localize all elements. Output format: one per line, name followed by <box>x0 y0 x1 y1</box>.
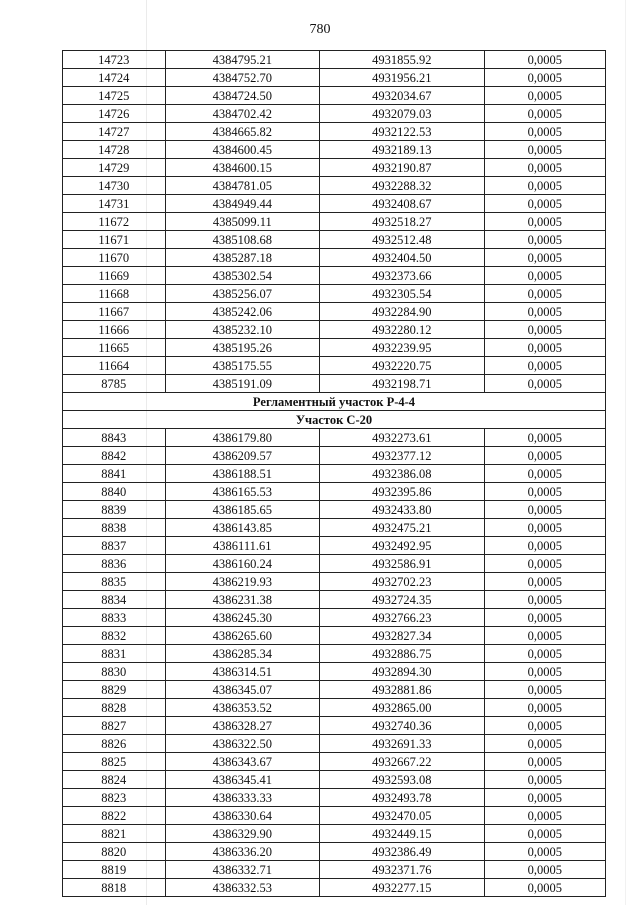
accuracy-cell: 0,0005 <box>484 105 605 123</box>
y-coordinate-cell: 4932305.54 <box>319 285 484 303</box>
accuracy-cell: 0,0005 <box>484 231 605 249</box>
x-coordinate-cell: 4385256.07 <box>165 285 319 303</box>
point-number-cell: 14726 <box>63 105 166 123</box>
y-coordinate-cell: 4932288.32 <box>319 177 484 195</box>
accuracy-cell: 0,0005 <box>484 51 605 69</box>
point-number-cell: 8827 <box>63 717 166 735</box>
table-row <box>63 735 606 753</box>
accuracy-cell: 0,0005 <box>484 627 605 645</box>
y-coordinate-cell: 4932122.53 <box>319 123 484 141</box>
x-coordinate-cell: 4386322.50 <box>165 735 319 753</box>
table-row <box>63 699 606 717</box>
accuracy-cell: 0,0005 <box>484 123 605 141</box>
accuracy-cell: 0,0005 <box>484 861 605 879</box>
table-row <box>63 195 606 213</box>
table-row <box>63 69 606 87</box>
x-coordinate-cell: 4386219.93 <box>165 573 319 591</box>
y-coordinate-cell: 4932433.80 <box>319 501 484 519</box>
point-number-cell: 8825 <box>63 753 166 771</box>
accuracy-cell: 0,0005 <box>484 213 605 231</box>
point-number-cell: 14723 <box>63 51 166 69</box>
y-coordinate-cell: 4932586.91 <box>319 555 484 573</box>
y-coordinate-cell: 4932493.78 <box>319 789 484 807</box>
x-coordinate-cell: 4386143.85 <box>165 519 319 537</box>
y-coordinate-cell: 4932386.49 <box>319 843 484 861</box>
point-number-cell: 8839 <box>63 501 166 519</box>
point-number-cell: 8821 <box>63 825 166 843</box>
point-number-cell: 14725 <box>63 87 166 105</box>
x-coordinate-cell: 4386332.71 <box>165 861 319 879</box>
x-coordinate-cell: 4386330.64 <box>165 807 319 825</box>
accuracy-cell: 0,0005 <box>484 321 605 339</box>
table-row <box>63 537 606 555</box>
accuracy-cell: 0,0005 <box>484 843 605 861</box>
table-row <box>63 267 606 285</box>
y-coordinate-cell: 4932277.15 <box>319 879 484 897</box>
x-coordinate-cell: 4386314.51 <box>165 663 319 681</box>
table-row <box>63 465 606 483</box>
y-coordinate-cell: 4932190.87 <box>319 159 484 177</box>
table-row <box>63 519 606 537</box>
x-coordinate-cell: 4386231.38 <box>165 591 319 609</box>
accuracy-cell: 0,0005 <box>484 879 605 897</box>
coordinates-table-top-body <box>63 51 606 393</box>
x-coordinate-cell: 4385242.06 <box>165 303 319 321</box>
table-row <box>63 609 606 627</box>
point-number-cell: 14724 <box>63 69 166 87</box>
accuracy-cell: 0,0005 <box>484 159 605 177</box>
table-row <box>63 861 606 879</box>
x-coordinate-cell: 4386165.53 <box>165 483 319 501</box>
table-row <box>63 681 606 699</box>
table-row <box>63 483 606 501</box>
y-coordinate-cell: 4932691.33 <box>319 735 484 753</box>
accuracy-cell: 0,0005 <box>484 717 605 735</box>
accuracy-cell: 0,0005 <box>484 663 605 681</box>
accuracy-cell: 0,0005 <box>484 699 605 717</box>
point-number-cell: 11664 <box>63 357 166 375</box>
point-number-cell: 8843 <box>63 429 166 447</box>
table-row <box>63 87 606 105</box>
x-coordinate-cell: 4386343.67 <box>165 753 319 771</box>
accuracy-cell: 0,0005 <box>484 573 605 591</box>
accuracy-cell: 0,0005 <box>484 429 605 447</box>
point-number-cell: 8828 <box>63 699 166 717</box>
x-coordinate-cell: 4385191.09 <box>165 375 319 393</box>
y-coordinate-cell: 4932408.67 <box>319 195 484 213</box>
y-coordinate-cell: 4932239.95 <box>319 339 484 357</box>
accuracy-cell: 0,0005 <box>484 195 605 213</box>
point-number-cell: 8823 <box>63 789 166 807</box>
table-row <box>63 231 606 249</box>
y-coordinate-cell: 4932284.90 <box>319 303 484 321</box>
table-row <box>63 123 606 141</box>
x-coordinate-cell: 4386111.61 <box>165 537 319 555</box>
accuracy-cell: 0,0005 <box>484 285 605 303</box>
y-coordinate-cell: 4932034.67 <box>319 87 484 105</box>
y-coordinate-cell: 4932386.08 <box>319 465 484 483</box>
y-coordinate-cell: 4932395.86 <box>319 483 484 501</box>
y-coordinate-cell: 4932371.76 <box>319 861 484 879</box>
accuracy-cell: 0,0005 <box>484 609 605 627</box>
x-coordinate-cell: 4386333.33 <box>165 789 319 807</box>
y-coordinate-cell: 4932667.22 <box>319 753 484 771</box>
y-coordinate-cell: 4932886.75 <box>319 645 484 663</box>
x-coordinate-cell: 4385175.55 <box>165 357 319 375</box>
table-row <box>63 429 606 447</box>
table-row <box>63 573 606 591</box>
accuracy-cell: 0,0005 <box>484 753 605 771</box>
table-row <box>63 105 606 123</box>
y-coordinate-cell: 4932881.86 <box>319 681 484 699</box>
table-row <box>63 627 606 645</box>
coordinates-table-bottom-body <box>63 429 606 897</box>
table-row <box>63 663 606 681</box>
y-coordinate-cell: 4932449.15 <box>319 825 484 843</box>
table-row <box>63 717 606 735</box>
table-row <box>63 753 606 771</box>
y-coordinate-cell: 4932702.23 <box>319 573 484 591</box>
table-row <box>63 213 606 231</box>
accuracy-cell: 0,0005 <box>484 555 605 573</box>
accuracy-cell: 0,0005 <box>484 87 605 105</box>
x-coordinate-cell: 4386345.41 <box>165 771 319 789</box>
y-coordinate-cell: 4932512.48 <box>319 231 484 249</box>
x-coordinate-cell: 4385099.11 <box>165 213 319 231</box>
point-number-cell: 14727 <box>63 123 166 141</box>
accuracy-cell: 0,0005 <box>484 465 605 483</box>
point-number-cell: 14731 <box>63 195 166 213</box>
x-coordinate-cell: 4384752.70 <box>165 69 319 87</box>
point-number-cell: 8835 <box>63 573 166 591</box>
point-number-cell: 8840 <box>63 483 166 501</box>
table-row <box>63 159 606 177</box>
x-coordinate-cell: 4384781.05 <box>165 177 319 195</box>
accuracy-cell: 0,0005 <box>484 339 605 357</box>
point-number-cell: 14730 <box>63 177 166 195</box>
x-coordinate-cell: 4386179.80 <box>165 429 319 447</box>
point-number-cell: 8833 <box>63 609 166 627</box>
point-number-cell: 8820 <box>63 843 166 861</box>
y-coordinate-cell: 4932273.61 <box>319 429 484 447</box>
y-coordinate-cell: 4932740.36 <box>319 717 484 735</box>
table-row <box>63 555 606 573</box>
table-row <box>63 591 606 609</box>
table-row <box>63 879 606 897</box>
x-coordinate-cell: 4384665.82 <box>165 123 319 141</box>
accuracy-cell: 0,0005 <box>484 789 605 807</box>
x-coordinate-cell: 4386328.27 <box>165 717 319 735</box>
section-heading: Регламентный участок Р-4-4 <box>63 393 606 411</box>
x-coordinate-cell: 4384702.42 <box>165 105 319 123</box>
accuracy-cell: 0,0005 <box>484 825 605 843</box>
point-number-cell: 8826 <box>63 735 166 753</box>
y-coordinate-cell: 4932377.12 <box>319 447 484 465</box>
point-number-cell: 11666 <box>63 321 166 339</box>
x-coordinate-cell: 4386285.34 <box>165 645 319 663</box>
table-row <box>63 321 606 339</box>
point-number-cell: 8838 <box>63 519 166 537</box>
x-coordinate-cell: 4386353.52 <box>165 699 319 717</box>
x-coordinate-cell: 4384600.15 <box>165 159 319 177</box>
accuracy-cell: 0,0005 <box>484 69 605 87</box>
point-number-cell: 8831 <box>63 645 166 663</box>
accuracy-cell: 0,0005 <box>484 681 605 699</box>
x-coordinate-cell: 4384795.21 <box>165 51 319 69</box>
y-coordinate-cell: 4932198.71 <box>319 375 484 393</box>
section-heading-row <box>63 393 606 411</box>
point-number-cell: 11671 <box>63 231 166 249</box>
y-coordinate-cell: 4931855.92 <box>319 51 484 69</box>
table-row <box>63 357 606 375</box>
x-coordinate-cell: 4385232.10 <box>165 321 319 339</box>
x-coordinate-cell: 4384949.44 <box>165 195 319 213</box>
point-number-cell: 11665 <box>63 339 166 357</box>
subsection-heading: Участок С-20 <box>63 411 606 429</box>
table-row <box>63 375 606 393</box>
point-number-cell: 8834 <box>63 591 166 609</box>
x-coordinate-cell: 4386160.24 <box>165 555 319 573</box>
coordinates-table <box>62 50 606 897</box>
y-coordinate-cell: 4932475.21 <box>319 519 484 537</box>
accuracy-cell: 0,0005 <box>484 645 605 663</box>
x-coordinate-cell: 4384724.50 <box>165 87 319 105</box>
x-coordinate-cell: 4386188.51 <box>165 465 319 483</box>
point-number-cell: 14729 <box>63 159 166 177</box>
point-number-cell: 11670 <box>63 249 166 267</box>
table-row <box>63 771 606 789</box>
table-row <box>63 843 606 861</box>
x-coordinate-cell: 4386329.90 <box>165 825 319 843</box>
point-number-cell: 8832 <box>63 627 166 645</box>
y-coordinate-cell: 4932894.30 <box>319 663 484 681</box>
x-coordinate-cell: 4386245.30 <box>165 609 319 627</box>
table-row <box>63 807 606 825</box>
accuracy-cell: 0,0005 <box>484 303 605 321</box>
table-row <box>63 825 606 843</box>
point-number-cell: 11668 <box>63 285 166 303</box>
point-number-cell: 8822 <box>63 807 166 825</box>
accuracy-cell: 0,0005 <box>484 501 605 519</box>
accuracy-cell: 0,0005 <box>484 357 605 375</box>
table-row <box>63 285 606 303</box>
y-coordinate-cell: 4932593.08 <box>319 771 484 789</box>
x-coordinate-cell: 4386336.20 <box>165 843 319 861</box>
point-number-cell: 8842 <box>63 447 166 465</box>
y-coordinate-cell: 4932373.66 <box>319 267 484 285</box>
point-number-cell: 8841 <box>63 465 166 483</box>
table-row <box>63 177 606 195</box>
accuracy-cell: 0,0005 <box>484 267 605 285</box>
table-row <box>63 447 606 465</box>
accuracy-cell: 0,0005 <box>484 249 605 267</box>
y-coordinate-cell: 4932470.05 <box>319 807 484 825</box>
subsection-heading-row <box>63 411 606 429</box>
y-coordinate-cell: 4932220.75 <box>319 357 484 375</box>
scan-edge-right <box>625 0 626 905</box>
x-coordinate-cell: 4386185.65 <box>165 501 319 519</box>
accuracy-cell: 0,0005 <box>484 177 605 195</box>
point-number-cell: 8819 <box>63 861 166 879</box>
point-number-cell: 11667 <box>63 303 166 321</box>
table-row <box>63 51 606 69</box>
accuracy-cell: 0,0005 <box>484 735 605 753</box>
accuracy-cell: 0,0005 <box>484 591 605 609</box>
y-coordinate-cell: 4932492.95 <box>319 537 484 555</box>
y-coordinate-cell: 4932280.12 <box>319 321 484 339</box>
table-row <box>63 339 606 357</box>
accuracy-cell: 0,0005 <box>484 141 605 159</box>
accuracy-cell: 0,0005 <box>484 375 605 393</box>
y-coordinate-cell: 4932404.50 <box>319 249 484 267</box>
table-row <box>63 141 606 159</box>
x-coordinate-cell: 4385108.68 <box>165 231 319 249</box>
x-coordinate-cell: 4386332.53 <box>165 879 319 897</box>
point-number-cell: 8837 <box>63 537 166 555</box>
y-coordinate-cell: 4932766.23 <box>319 609 484 627</box>
page-number: 780 <box>309 22 331 37</box>
x-coordinate-cell: 4385302.54 <box>165 267 319 285</box>
point-number-cell: 14728 <box>63 141 166 159</box>
x-coordinate-cell: 4386265.60 <box>165 627 319 645</box>
x-coordinate-cell: 4385287.18 <box>165 249 319 267</box>
point-number-cell: 11672 <box>63 213 166 231</box>
accuracy-cell: 0,0005 <box>484 483 605 501</box>
accuracy-cell: 0,0005 <box>484 771 605 789</box>
x-coordinate-cell: 4385195.26 <box>165 339 319 357</box>
point-number-cell: 8836 <box>63 555 166 573</box>
accuracy-cell: 0,0005 <box>484 537 605 555</box>
accuracy-cell: 0,0005 <box>484 519 605 537</box>
point-number-cell: 8785 <box>63 375 166 393</box>
point-number-cell: 11669 <box>63 267 166 285</box>
section-heading-body <box>63 393 606 429</box>
x-coordinate-cell: 4386209.57 <box>165 447 319 465</box>
x-coordinate-cell: 4384600.45 <box>165 141 319 159</box>
accuracy-cell: 0,0005 <box>484 447 605 465</box>
point-number-cell: 8824 <box>63 771 166 789</box>
y-coordinate-cell: 4932827.34 <box>319 627 484 645</box>
y-coordinate-cell: 4932189.13 <box>319 141 484 159</box>
table-row <box>63 645 606 663</box>
table-row <box>63 789 606 807</box>
table-row <box>63 501 606 519</box>
point-number-cell: 8829 <box>63 681 166 699</box>
y-coordinate-cell: 4932865.00 <box>319 699 484 717</box>
y-coordinate-cell: 4932724.35 <box>319 591 484 609</box>
x-coordinate-cell: 4386345.07 <box>165 681 319 699</box>
table-row <box>63 249 606 267</box>
point-number-cell: 8830 <box>63 663 166 681</box>
y-coordinate-cell: 4932518.27 <box>319 213 484 231</box>
table-row <box>63 303 606 321</box>
point-number-cell: 8818 <box>63 879 166 897</box>
y-coordinate-cell: 4931956.21 <box>319 69 484 87</box>
y-coordinate-cell: 4932079.03 <box>319 105 484 123</box>
accuracy-cell: 0,0005 <box>484 807 605 825</box>
